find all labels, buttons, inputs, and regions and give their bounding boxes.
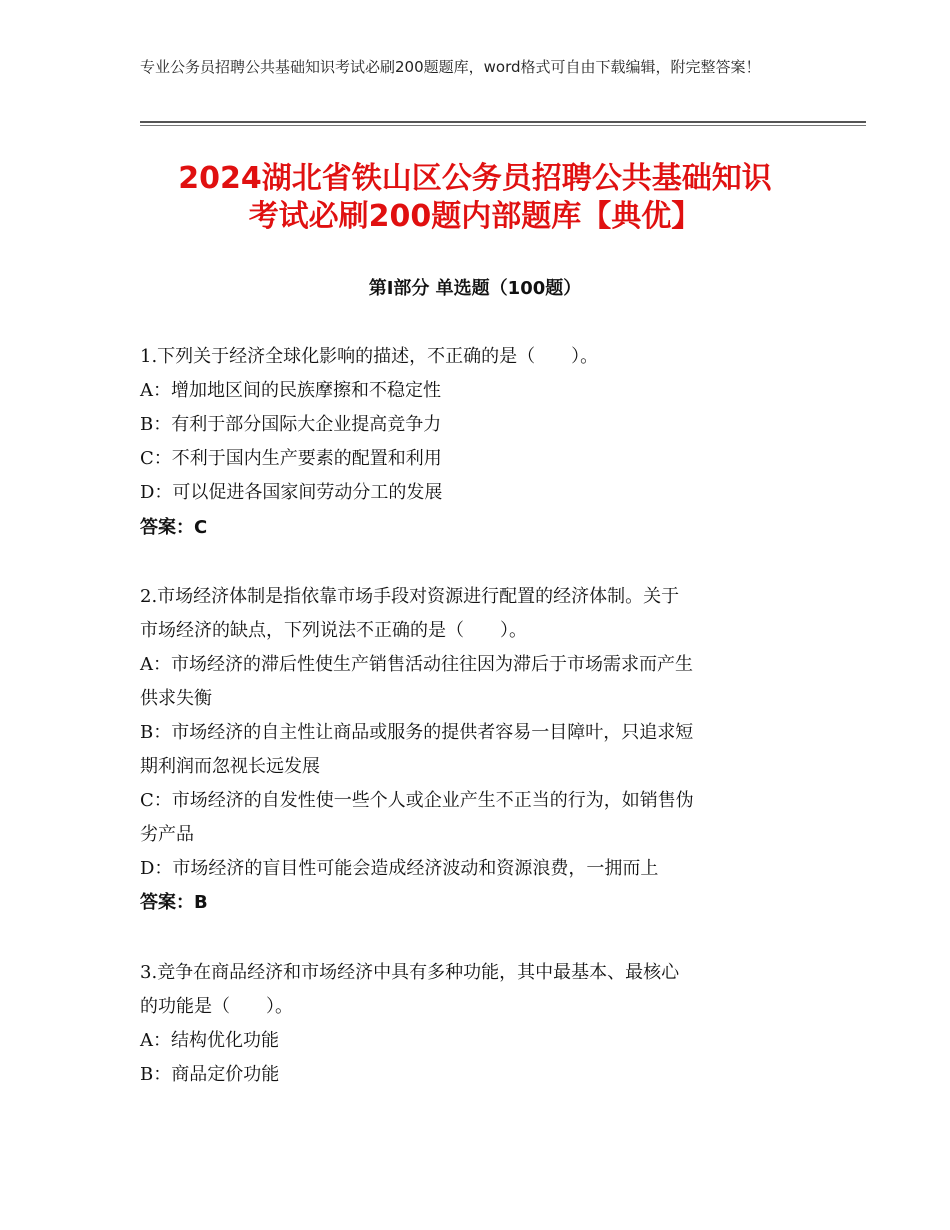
header-rule-thick (140, 121, 866, 123)
header-note: 专业公务员招聘公共基础知识考试必刷200题题库，word格式可自由下载编辑，附完整答案！ (140, 58, 761, 76)
question-2-option-b-line-2: 期利润而忽视长远发展 (140, 756, 320, 777)
title-line-2: 考试必刷200题内部题库【典优】 (248, 199, 702, 234)
question-1-option-c: C：不利于国内生产要素的配置和利用 (140, 448, 442, 469)
header-rule-thin (140, 125, 866, 126)
question-2-option-a-line-2: 供求失衡 (140, 688, 212, 709)
question-2-option-c (140, 784, 808, 852)
question-2-text-line-2: 市场经济的缺点，下列说法不正确的是（ ）。 (140, 620, 527, 641)
question-2-text-line-1: 2.市场经济体制是指依靠市场手段对资源进行配置的经济体制。关于 (140, 586, 680, 607)
question-2-option-a (140, 648, 808, 716)
question-2-option-c-line-1: C：市场经济的自发性使一些个人或企业产生不正当的行为，如销售伪 (140, 790, 694, 811)
question-3-text-line-1: 3.竞争在商品经济和市场经济中具有多种功能，其中最基本、最核心 (140, 962, 680, 983)
question-1-answer: 答案：C (140, 517, 208, 538)
question-1-option-b: B：有利于部分国际大企业提高竞争力 (140, 414, 442, 435)
question-2-option-b (140, 716, 808, 784)
question-1-option-a: A：增加地区间的民族摩擦和不稳定性 (140, 380, 441, 401)
question-3-option-b: B：商品定价功能 (140, 1064, 280, 1085)
document-title (100, 160, 850, 236)
question-2-option-c-line-2: 劣产品 (140, 824, 194, 845)
question-2-answer: 答案：B (140, 892, 208, 913)
question-3-option-a: A：结构优化功能 (140, 1030, 279, 1051)
question-2-text (140, 580, 808, 648)
question-2-option-a-line-1: A：市场经济的滞后性使生产销售活动往往因为滞后于市场需求而产生 (140, 654, 693, 675)
question-2-option-d: D：市场经济的盲目性可能会造成经济波动和资源浪费，一拥而上 (140, 858, 659, 879)
question-2-option-b-line-1: B：市场经济的自主性让商品或服务的提供者容易一目障叶，只追求短 (140, 722, 694, 743)
section-heading: 第Ⅰ部分 单选题（100题） (368, 278, 582, 299)
question-1-option-d: D：可以促进各国家间劳动分工的发展 (140, 482, 443, 503)
question-3-text-line-2: 的功能是（ ）。 (140, 996, 293, 1017)
question-1-text: 1.下列关于经济全球化影响的描述，不正确的是（ ）。 (140, 346, 599, 367)
title-line-1: 2024湖北省铁山区公务员招聘公共基础知识 (178, 161, 772, 196)
question-3-text (140, 956, 808, 1024)
